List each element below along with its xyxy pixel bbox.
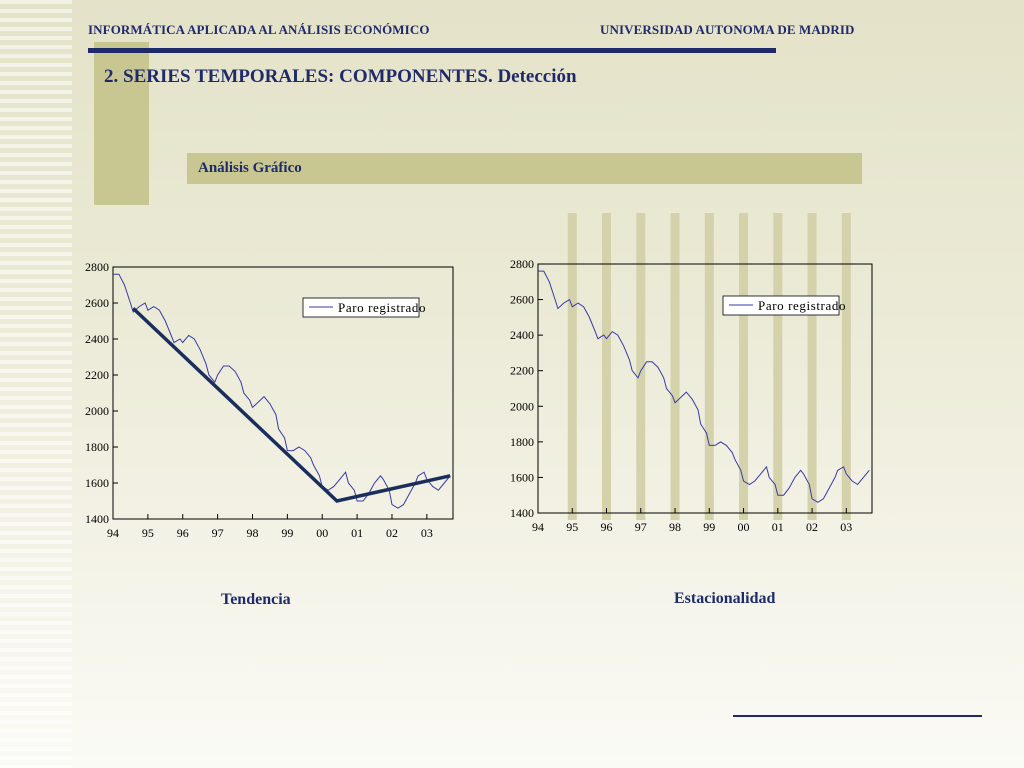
y-tick-label: 2200 (85, 368, 109, 382)
section-label: Análisis Gráfico (198, 160, 302, 176)
x-tick-label: 03 (840, 520, 853, 534)
season-band (602, 213, 611, 520)
y-tick-label: 1600 (510, 470, 534, 485)
x-tick-label: 97 (211, 526, 224, 540)
x-tick-label: 99 (703, 520, 716, 534)
header-divider (88, 48, 776, 53)
section-bar (187, 153, 862, 184)
season-bands (568, 213, 851, 520)
x-tick-label: 94 (532, 520, 544, 534)
x-tick-label: 01 (351, 526, 364, 540)
y-tick-label: 1800 (510, 434, 534, 449)
x-tick-label: 94 (107, 526, 119, 540)
season-band (739, 213, 748, 520)
x-tick-label: 02 (806, 520, 819, 534)
y-tick-label: 1800 (85, 440, 109, 454)
x-tick-label: 99 (281, 526, 294, 540)
season-band (773, 213, 782, 520)
seasonality-caption: Estacionalidad (674, 590, 776, 607)
season-band (568, 213, 577, 520)
y-tick-label: 2400 (85, 332, 109, 346)
x-tick-label: 00 (316, 526, 329, 540)
season-band (671, 213, 680, 520)
y-tick-label: 1400 (510, 506, 534, 520)
y-tick-label: 2000 (510, 399, 534, 414)
x-tick-label: 03 (420, 526, 433, 540)
trend-caption: Tendencia (221, 591, 291, 608)
x-tick-label: 95 (566, 520, 579, 534)
season-band (808, 213, 817, 520)
x-tick-label: 02 (385, 526, 398, 540)
legend (303, 298, 426, 317)
y-tick-label: 2000 (85, 404, 109, 418)
x-tick-label: 97 (634, 520, 647, 534)
x-tick-label: 01 (771, 520, 784, 534)
x-tick-label: 98 (246, 526, 259, 540)
x-tick-label: 96 (176, 526, 189, 540)
x-tick-label: 96 (600, 520, 613, 534)
x-tick-label: 00 (737, 520, 750, 534)
y-tick-label: 2200 (510, 363, 534, 378)
x-tick-label: 98 (669, 520, 682, 534)
y-tick-label: 1400 (85, 512, 109, 526)
legend (723, 296, 846, 315)
y-tick-label: 2600 (510, 292, 534, 307)
legend-entry: Paro registrado (758, 298, 847, 313)
x-tick-label: 95 (141, 526, 154, 540)
trend-chart (60, 250, 470, 550)
y-tick-label: 2800 (85, 260, 109, 274)
footer-divider (733, 715, 982, 717)
legend-entry: Paro registrado (338, 300, 427, 315)
trend-line (133, 308, 450, 501)
y-tick-label: 2800 (510, 257, 534, 271)
y-tick-label: 1600 (85, 476, 109, 490)
header-course: INFORMÁTICA APLICADA AL ANÁLISIS ECONÓMICO (88, 22, 430, 37)
y-tick-label: 2400 (510, 328, 534, 343)
header-university: UNIVERSIDAD AUTONOMA DE MADRID (600, 22, 855, 37)
y-tick-label: 2600 (85, 296, 109, 310)
season-band (705, 213, 714, 520)
seasonality-chart (485, 205, 895, 550)
page-title: 2. SERIES TEMPORALES: COMPONENTES. Detección (104, 66, 577, 87)
